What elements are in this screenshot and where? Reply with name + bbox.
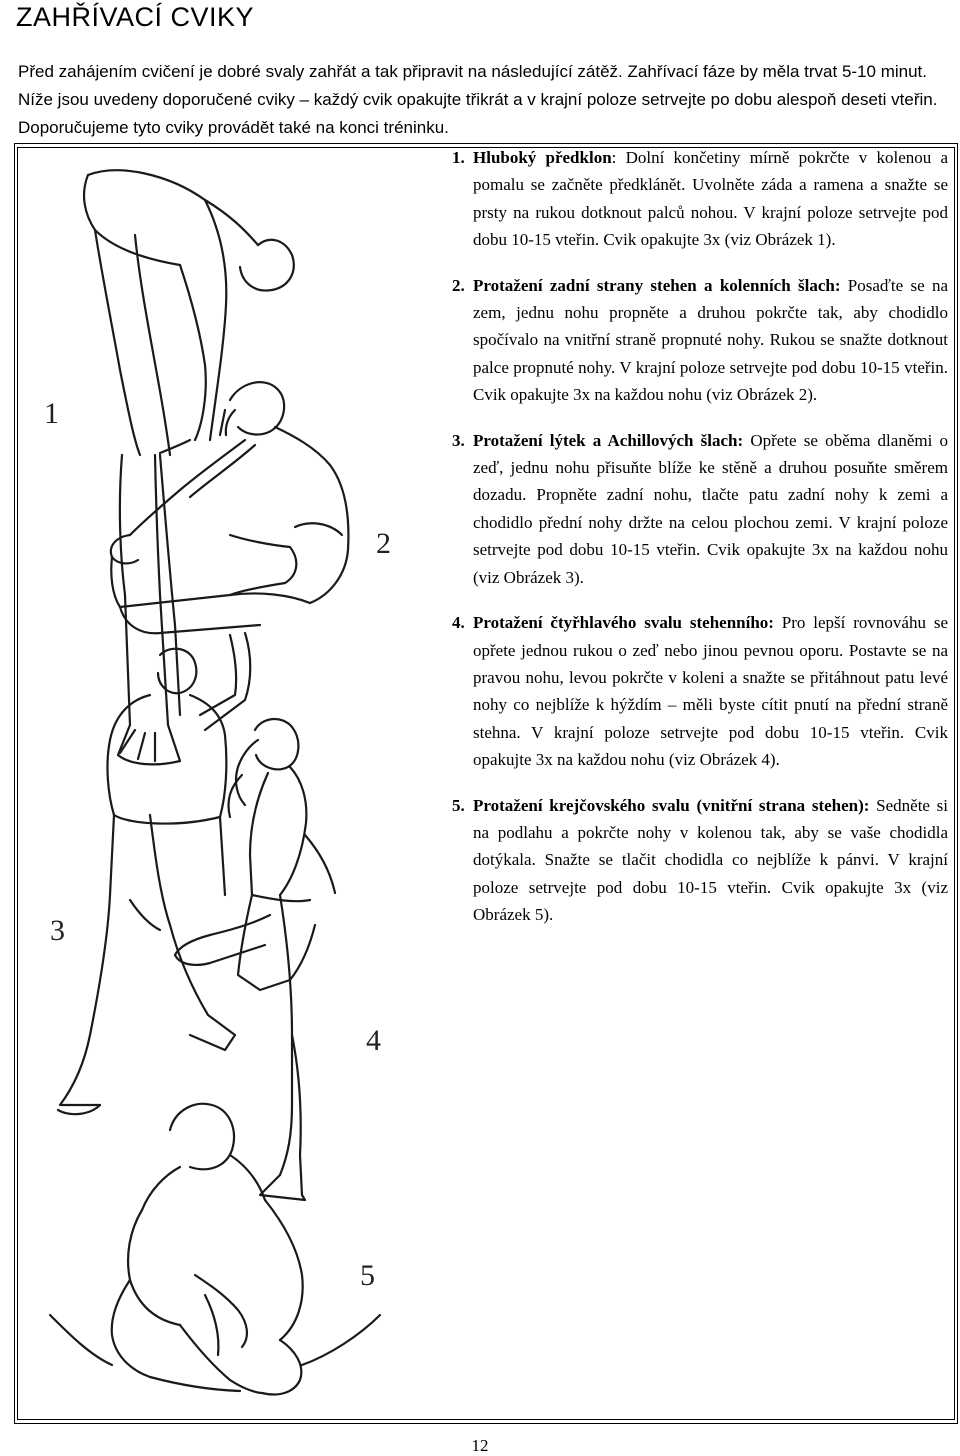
exercise-heading: Protažení čtyřhlavého svalu stehenního: — [473, 613, 774, 633]
figure-label-3: 3 — [50, 914, 65, 947]
figure-3-calf-stretch — [58, 633, 250, 1114]
exercise-text: Posaďte se na zem, jednu nohu propněte a druhou pokrčte tak, aby chodidlo spočívalo na vnitřní straně propnuté nohy. Rukou se snažte dotknout palce propnuté nohy. V krajní poloze setrvejte pod dobu 10-15 vteřin. Cvik opakujte 3x na každou nohu (viz Obrázek 2). — [473, 275, 948, 405]
exercise-text: Sedněte si na podlahu a pokrčte nohy v kolenou tak, aby se vaše chodidla dotýkala. Snažte se tlačit chodidla co nejblíže k pánvi. V krajní poloze setrvejte pod dobu 10-15 vteřin. Cvik opakujte 3x (viz Obrázek 5). — [473, 795, 948, 925]
figure-label-2: 2 — [376, 527, 391, 560]
exercise-item-1 — [452, 144, 948, 254]
intro-paragraph: Před zahájením cvičení je dobré svaly zahřát a tak připravit na následující zátěž. Zahřívací fáze by měla trvat 5-10 minut. Níže jsou uvedeny doporučené cviky – každý cvik opakujte třikrát a v krajní poloze setrvejte po dobu alespoň deseti vteřin. Doporučujeme tyto cviky provádět také na konci tréninku. — [18, 62, 938, 137]
exercise-number: 1. — [452, 148, 465, 167]
exercise-number: 2. — [452, 275, 465, 295]
exercise-heading: Protažení krejčovského svalu (vnitřní strana stehen): — [473, 795, 870, 815]
exercise-text: : Dolní končetiny mírně pokrčte v kolenou a pomalu se začněte předklánět. Uvolněte záda a ramena a snažte se prsty na rukou dotknout palců nohou. V krajní poloze setrvejte pod dobu 10-15 vteřin. Cvik opakujte 3x (viz Obrázek 1). — [473, 148, 948, 250]
exercise-text: Pro lepší rovnováhu se opřete jednou rukou o zeď nebo jinou pevnou oporu. Postavte se na pravou nohu, levou pokrčte v koleni a snažte se přitáhnout patu levé nohy co nejblíže k hýždím – měli byste cítit pnutí na přední straně stehna. V krajní poloze setrvejte pod dobu 10-15 vteřin. Cvik opakujte 3x na každou nohu (viz Obrázek 4). — [473, 613, 948, 770]
exercise-text: Opřete se oběma dlaněmi o zeď, jednu nohu přisuňte blíže ke stěně a druhou posuňte směrem dozadu. Propněte zadní nohu, tlačte patu zadní nohy k zemi a chodidlo přední nohy držte na celou plochou zemi. V krajní poloze setrvejte pod dobu 10-15 vteřin. Cvik opakujte 3x na každou nohu (viz Obrázek 3). — [473, 430, 948, 587]
exercise-item-3 — [452, 427, 948, 591]
figure-5-butterfly-stretch — [50, 1104, 380, 1395]
exercise-heading: Protažení lýtek a Achillových šlach: — [473, 430, 744, 450]
figure-label-5: 5 — [360, 1259, 375, 1292]
exercise-number: 5. — [452, 795, 465, 815]
exercise-item-2 — [452, 272, 948, 409]
page-title: ZAHŘÍVACÍ CVIKY — [16, 2, 255, 32]
figure-1-forward-bend — [84, 170, 294, 764]
exercise-item-4 — [452, 609, 948, 773]
exercise-number: 4. — [452, 613, 465, 633]
exercise-heading: Hluboký předklon — [473, 148, 612, 167]
exercise-illustrations — [30, 155, 450, 1415]
figure-4-quad-stretch — [175, 719, 335, 1200]
exercise-number: 3. — [452, 430, 465, 450]
exercise-list — [452, 144, 948, 947]
page-number: 12 — [471, 1436, 489, 1455]
exercise-heading: Protažení zadní strany stehen a kolenních šlach: — [473, 275, 841, 295]
figure-2-seated-stretch — [111, 382, 349, 633]
figure-label-1: 1 — [44, 397, 59, 430]
figure-label-4: 4 — [366, 1024, 381, 1057]
exercise-item-5 — [452, 792, 948, 929]
